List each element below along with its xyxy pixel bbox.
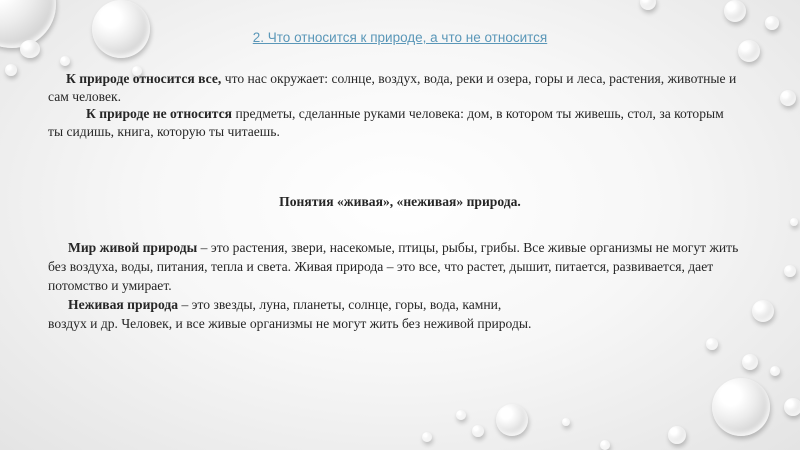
paragraph-text: предметы, сделанные руками человека: дом, в котором ты живешь, стол, за которым ты сидишь, книга, которую ты читаешь. xyxy=(48,106,724,139)
water-drop xyxy=(706,338,718,350)
paragraph-nonliving xyxy=(48,295,748,333)
paragraph-text: что нас окружает: солнце, воздух, вода, реки и озера, горы и леса, растения, животные и сам человек. xyxy=(48,71,737,104)
water-drop xyxy=(472,425,484,437)
water-drop xyxy=(456,410,466,420)
water-drop xyxy=(640,0,656,10)
section-heading: Понятия «живая», «неживая» природа. xyxy=(279,194,521,209)
paragraph-living xyxy=(48,238,748,295)
water-drop xyxy=(60,56,70,66)
paragraph-not-nature xyxy=(48,105,738,140)
paragraph-text: воздух и др. Человек, и все живые организмы не могут жить без неживой природы. xyxy=(48,316,532,331)
bold-term: К природе относится все, xyxy=(66,71,222,86)
water-drop xyxy=(784,265,796,277)
section-text xyxy=(48,238,748,333)
water-drop xyxy=(780,90,796,106)
water-drop xyxy=(765,16,779,30)
paragraph-nature xyxy=(48,70,738,105)
water-drop xyxy=(712,378,770,436)
paragraph-text: – это звезды, луна, планеты, солнце, горы, вода, камни, xyxy=(178,297,502,312)
water-drop xyxy=(784,398,800,416)
water-drop xyxy=(790,218,798,226)
water-drop xyxy=(752,300,774,322)
water-drop xyxy=(422,432,432,442)
water-drop xyxy=(496,404,528,436)
water-drop xyxy=(742,354,758,370)
water-drop xyxy=(724,0,746,22)
water-drop xyxy=(5,64,17,76)
paragraph-text: – это растения, звери, насекомые, птицы, рыбы, грибы. Все живые организмы не могут жить без воздуха, воды, питания, тепла и света. Живая природа – это все, что растет, дышит, питается, развивается, дает потомство и умирает. xyxy=(48,240,739,293)
water-drop xyxy=(600,440,610,450)
bold-term: К природе не относится xyxy=(86,106,233,121)
water-drop xyxy=(668,426,686,444)
water-drop xyxy=(770,366,780,376)
water-drop xyxy=(562,418,570,426)
intro-text xyxy=(48,70,738,140)
slide-title: 2. Что относится к природе, а что не относится xyxy=(252,30,548,45)
bold-term: Мир живой природы xyxy=(68,240,198,255)
water-drop xyxy=(92,0,150,58)
bold-term: Неживая природа xyxy=(68,297,179,312)
